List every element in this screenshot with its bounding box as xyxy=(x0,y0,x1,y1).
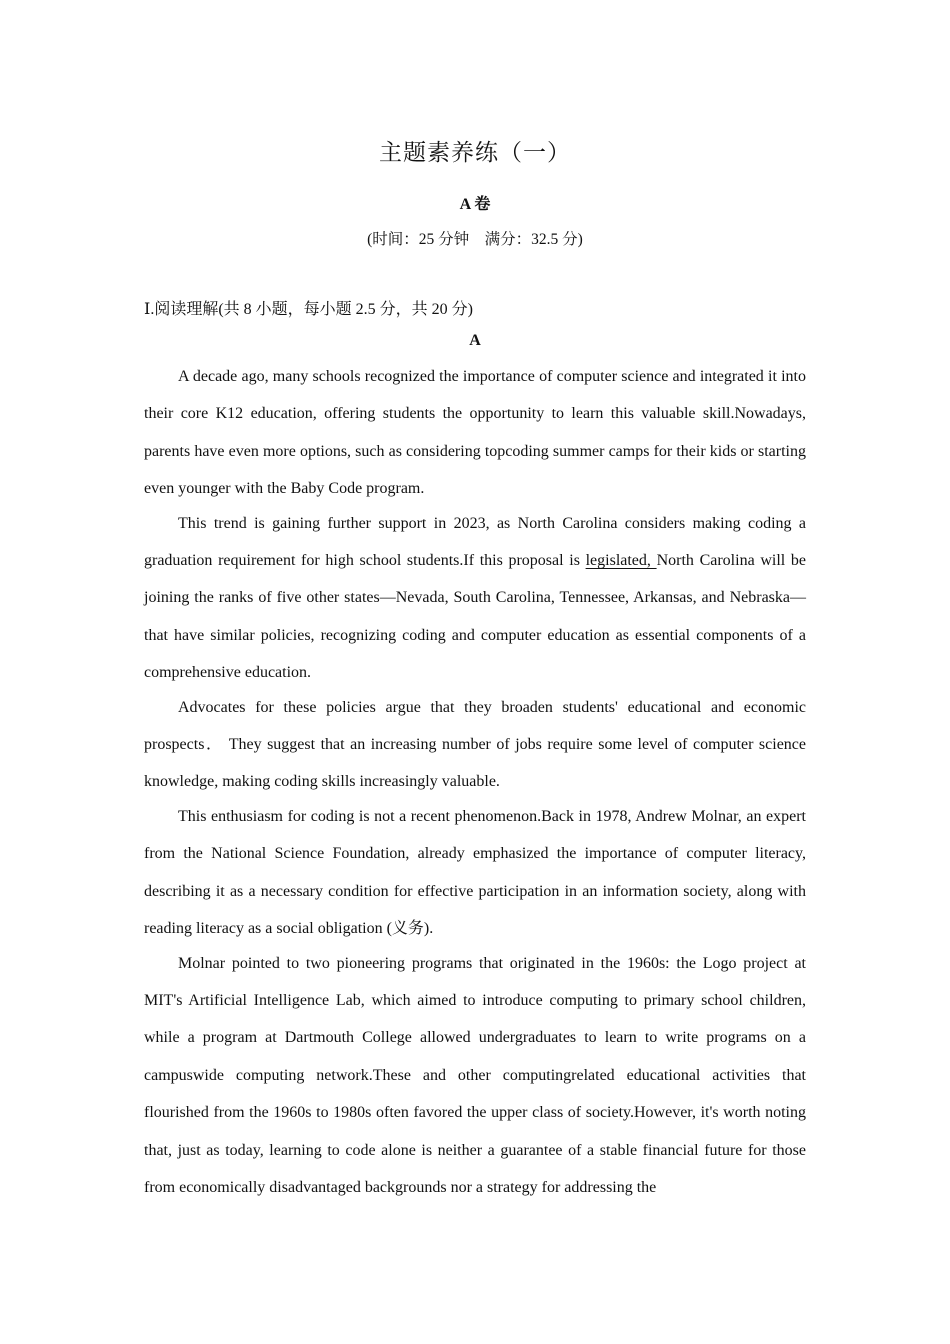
passage-label: A xyxy=(469,332,481,349)
paragraph-5: Molnar pointed to two pioneering programs that originated in the 1960s: the Logo project at MIT's Artificial Intelligence Lab, which aimed to introduce computing to primary school children, while a program at Dartmouth College allowed undergraduates to learn to write programs on a campuswide computing network.These and other computingrelated educational activities that flourished from the 1960s to 1980s often favored the upper class of society.However, it's worth noting that, just as today, learning to code alone is neither a guarantee of a stable financial future for those from economically disadvantaged backgrounds nor a strategy for addressing the xyxy=(144,954,806,1196)
paper-label: A 卷 xyxy=(459,196,491,213)
paragraph-4: This enthusiasm for coding is not a recent phenomenon.Back in 1978, Andrew Molnar, an expert from the National Science Foundation, already emphasized the importance of computer literacy, describing it as a necessary condition for effective participation in an information society, along with reading literacy as a social obligation (义务). xyxy=(144,807,806,938)
exam-info: (时间：25 分钟 满分：32.5 分) xyxy=(367,231,583,248)
page-title: 主题素养练（一） xyxy=(379,140,571,166)
paragraph-2-text-before: This trend is gaining further support in 2023, as North Carolina considers making coding a graduation requirement for high school students.If this proposal is xyxy=(144,514,806,570)
paragraph-1: A decade ago, many schools recognized the importance of computer science and integrated it into their core K12 education, offering students the opportunity to learn this valuable skill.Nowadays, parents have even more options, such as considering topcoding summer camps for their kids or starting even younger with the Baby Code program. xyxy=(144,368,806,498)
paragraph-3: Advocates for these policies argue that they broaden students' educational and economic prospects． They suggest that an increasing number of jobs require some level of computer science knowledge, making coding skills increasingly valuable. xyxy=(144,698,806,791)
paragraph-2 xyxy=(144,505,806,692)
section-heading: Ⅰ.阅读理解(共 8 小题，每小题 2.5 分，共 20 分) xyxy=(144,301,473,318)
underlined-word: legislated, xyxy=(585,552,657,570)
reading-passage xyxy=(144,358,806,1203)
paragraph-2-text-after: North Carolina will be joining the ranks of five other states—Nevada, South Carolina, Tennessee, Arkansas, and Nebraska—that have similar policies, recognizing coding and computer education as essential components of a comprehensive education. xyxy=(144,552,806,682)
